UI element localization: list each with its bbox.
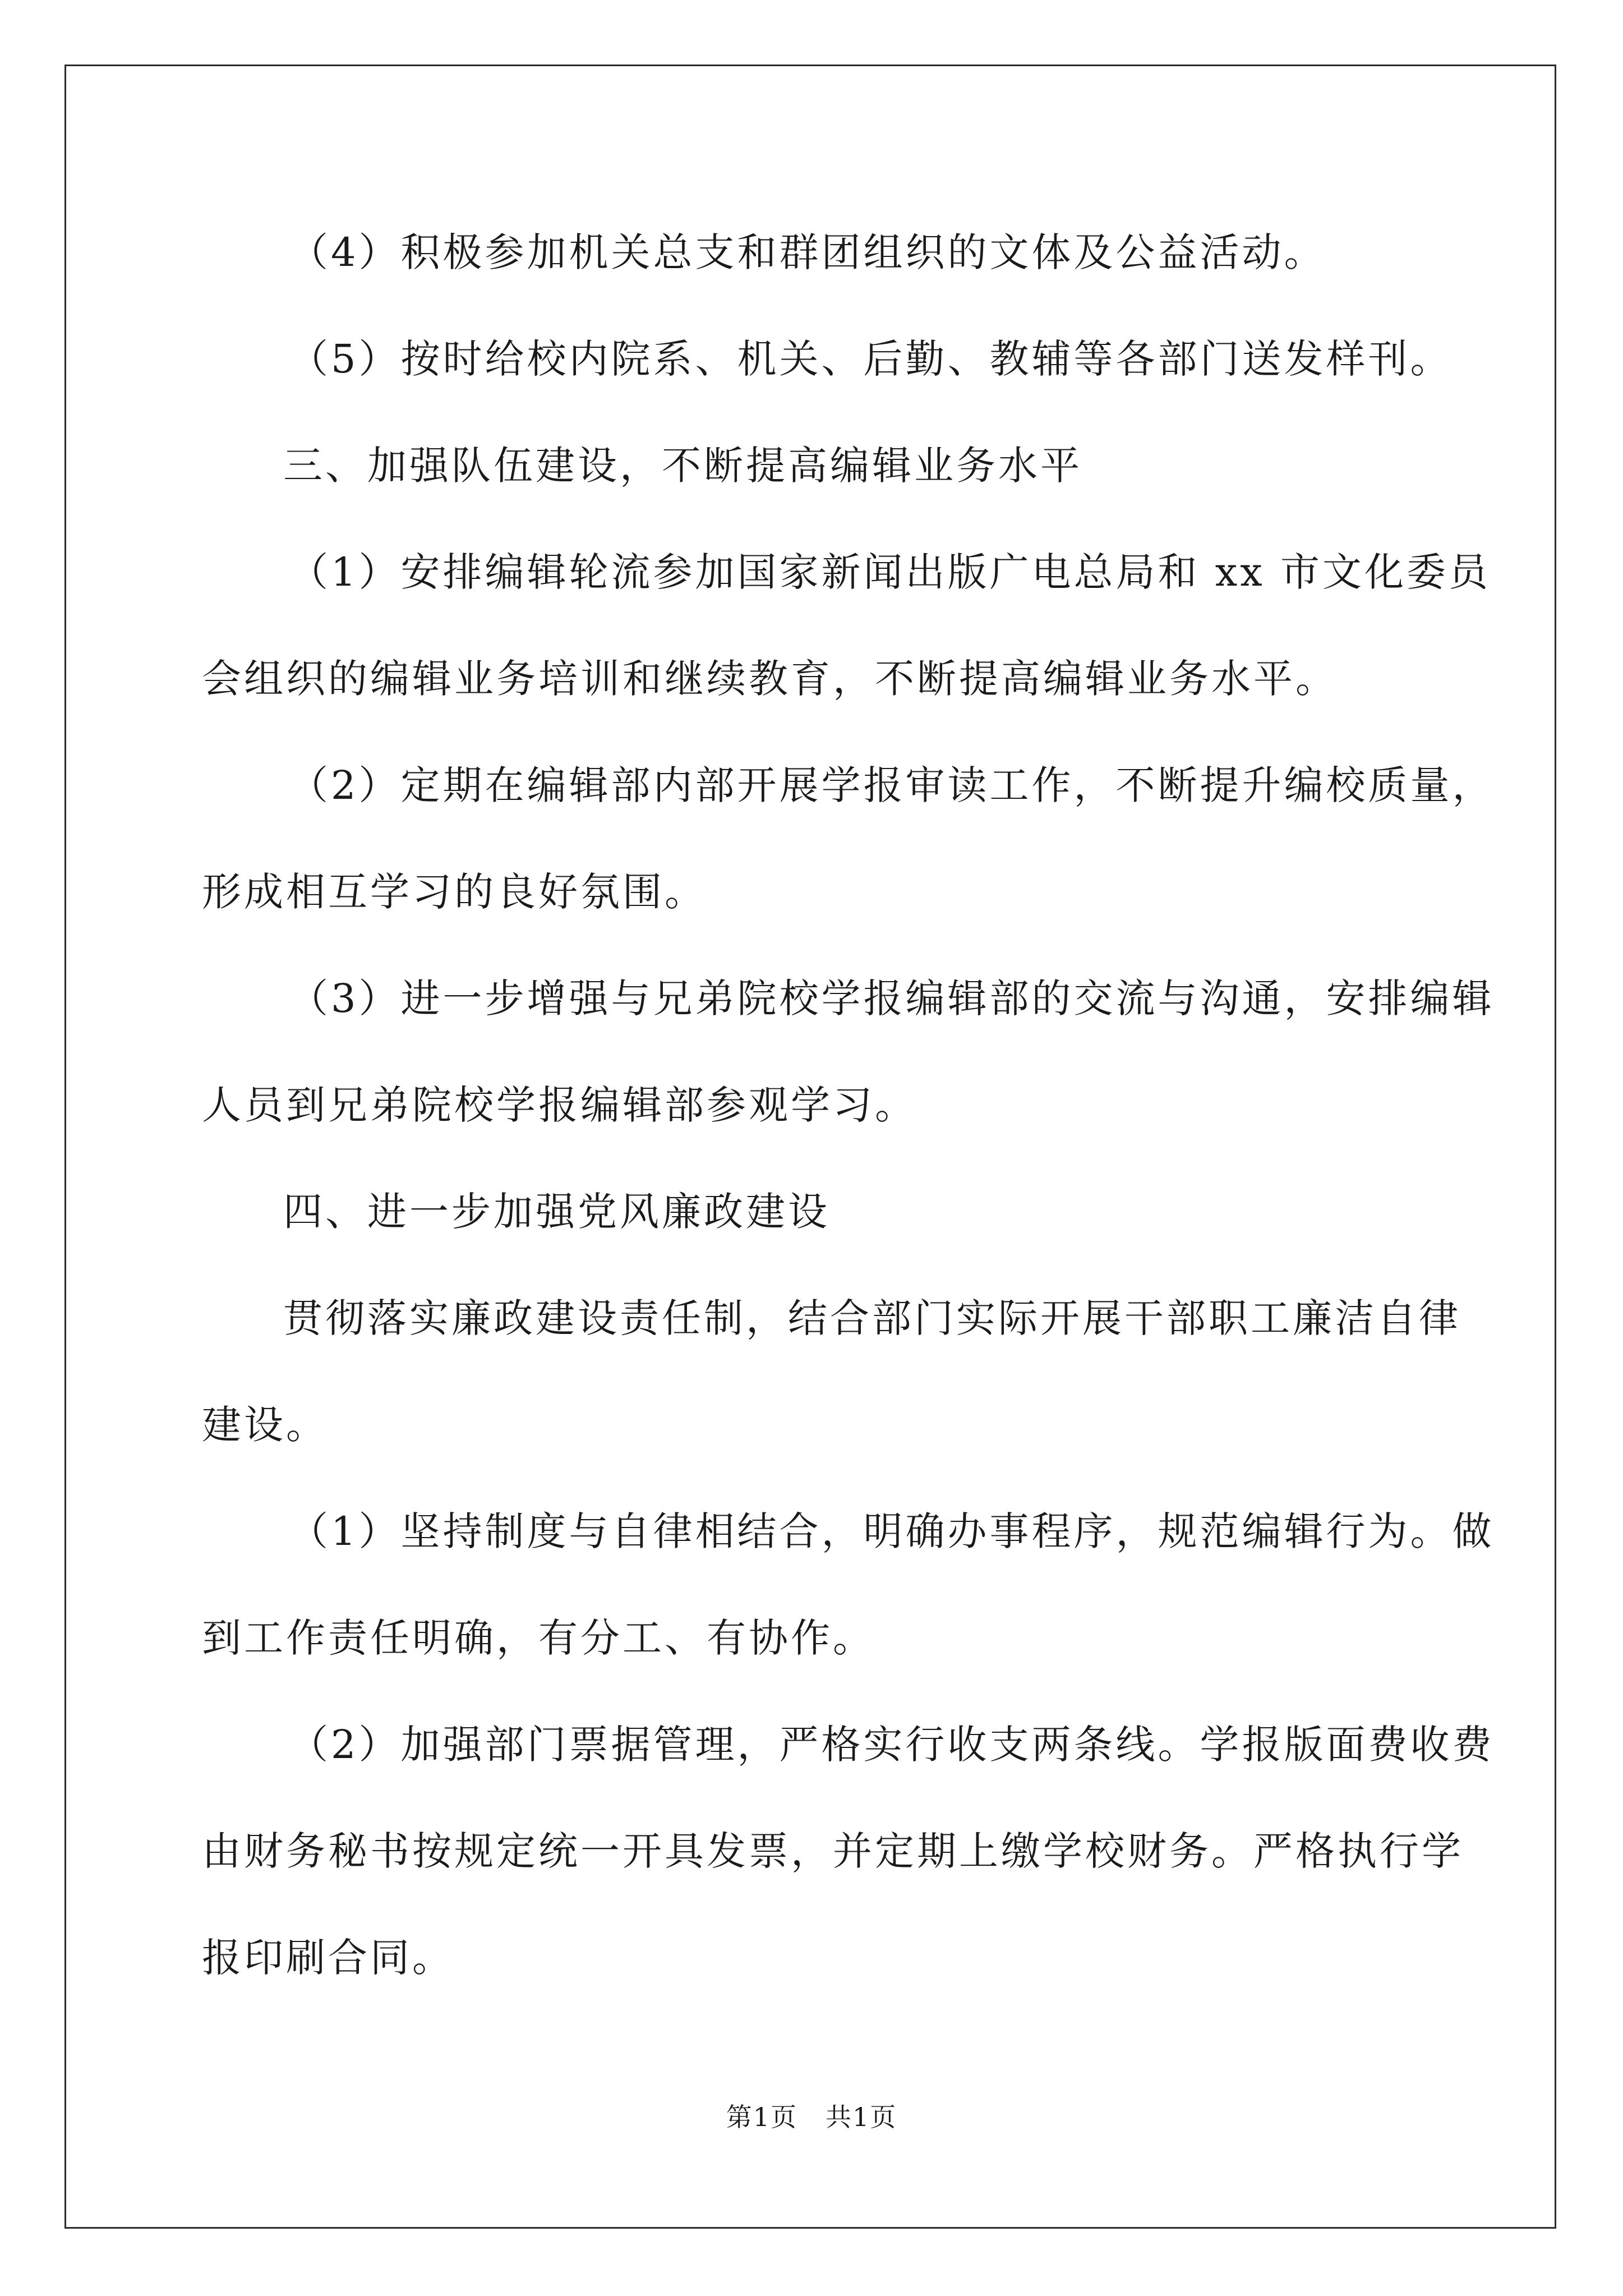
text-line: 贯彻落实廉政建设责任制，结合部门实际开展干部职工廉洁自律 xyxy=(283,1295,1461,1341)
text-line: 人员到兄弟院校学报编辑部参观学习。 xyxy=(202,1082,917,1128)
text-line: （5）按时给校内院系、机关、后勤、教辅等各部门送发样刊。 xyxy=(289,336,1453,382)
document-body xyxy=(202,199,1495,2011)
text-line: （2）定期在编辑部内部开展学报审读工作，不断提升编校质量， xyxy=(289,762,1495,808)
text-line: 到工作责任明确，有分工、有协作。 xyxy=(202,1615,875,1661)
text-line: 报印刷合同。 xyxy=(202,1935,454,1981)
page-number: 第1页 xyxy=(726,2102,797,2132)
text-line: （2）加强部门票据管理，严格实行收支两条线。学报版面费收费 xyxy=(289,1722,1495,1768)
text-line: 建设。 xyxy=(202,1402,328,1448)
text-line: 由财务秘书按规定统一开具发票，并定期上缴学校财务。严格执行学 xyxy=(202,1828,1464,1874)
text-line: 形成相互学习的良好氛围。 xyxy=(202,869,707,915)
page-total: 共1页 xyxy=(826,2102,897,2132)
text-line: （1）安排编辑轮流参加国家新闻出版广电总局和 xx 市文化委员 xyxy=(289,549,1491,595)
section-heading: 三、加强队伍建设，不断提高编辑业务水平 xyxy=(283,443,1082,489)
text-line: （1）坚持制度与自律相结合，明确办事程序，规范编辑行为。做 xyxy=(289,1508,1495,1554)
text-line: （4）积极参加机关总支和群团组织的文体及公益活动。 xyxy=(289,229,1326,275)
section-heading: 四、进一步加强党风廉政建设 xyxy=(283,1189,830,1235)
text-line: 会组织的编辑业务培训和继续教育，不断提高编辑业务水平。 xyxy=(202,656,1338,702)
page-footer xyxy=(0,2097,1623,2134)
text-line: （3）进一步增强与兄弟院校学报编辑部的交流与沟通，安排编辑 xyxy=(289,976,1495,1022)
